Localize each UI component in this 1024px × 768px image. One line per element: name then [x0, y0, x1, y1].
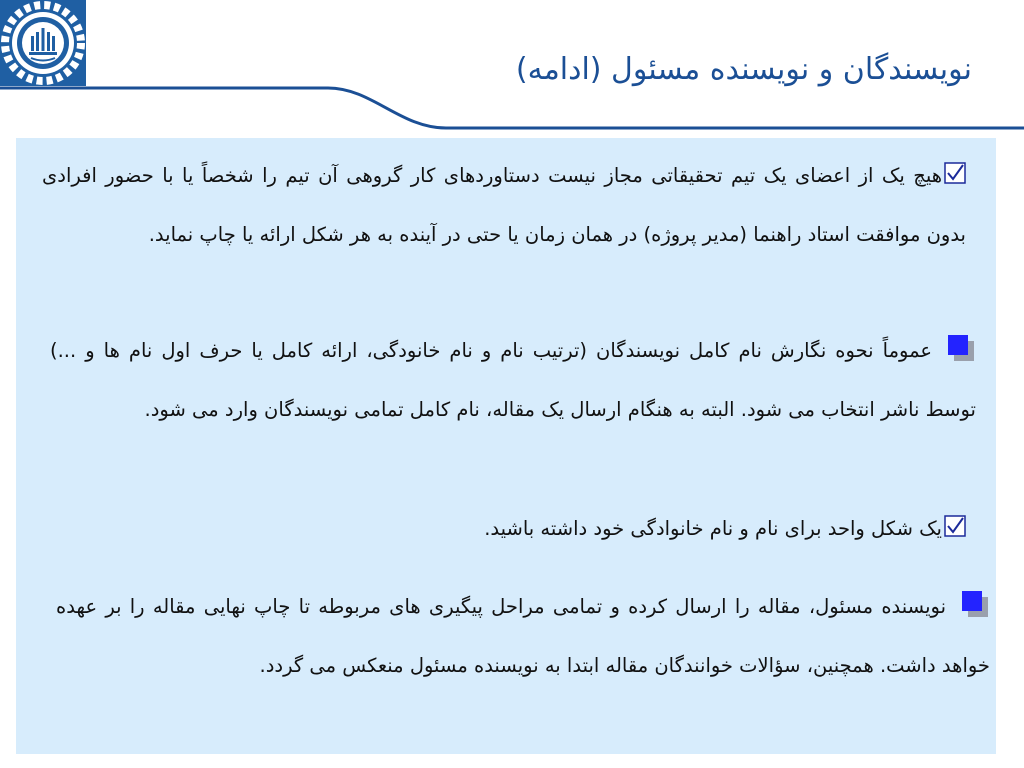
bullet-text: هیچ یک از اعضای یک تیم تحقیقاتی مجاز نیست دستاوردهای کار گروهی آن تیم را شخصاً یا با حضور افرادی بدون موافقت استاد راهنما (مدیر پروژه) در همان زمان یا حتی در آینده به هر شکل ارائه یا چاپ نماید. [42, 164, 966, 246]
blue-square-icon [960, 589, 990, 619]
checkbox-icon [944, 162, 966, 184]
bullet-text: نویسنده مسئول، مقاله را ارسال کرده و تمامی مراحل پیگیری های مربوطه تا چاپ نهایی مقاله را بر عهده خواهد داشت. همچنین، سؤالات خوانندگان مقاله ابتدا به نویسنده مسئول منعکس می گردد. [56, 595, 990, 677]
slide-title: نویسندگان و نویسنده مسئول (ادامه) [515, 52, 972, 87]
bullet-corresponding-author [56, 577, 990, 695]
checkbox-icon [944, 515, 966, 537]
university-emblem-icon [0, 0, 86, 86]
bullet-author-name-format [50, 321, 976, 439]
bullet-consistent-name [42, 499, 966, 558]
content-panel [16, 138, 996, 754]
bullet-text: یک شکل واحد برای نام و نام خانوادگی خود داشته باشید. [484, 517, 942, 540]
bullet-team-results [42, 146, 966, 264]
bullet-text: عموماً نحوه نگارش نام کامل نویسندگان (ترتیب نام و نام خانودگی، ارائه کامل یا حرف اول نام ها و ...) توسط ناشر انتخاب می شود. البته به هنگام ارسال یک مقاله، نام کامل تمامی نویسندگان وارد می شود. [50, 339, 976, 421]
blue-square-icon [946, 333, 976, 363]
university-logo [0, 0, 86, 86]
